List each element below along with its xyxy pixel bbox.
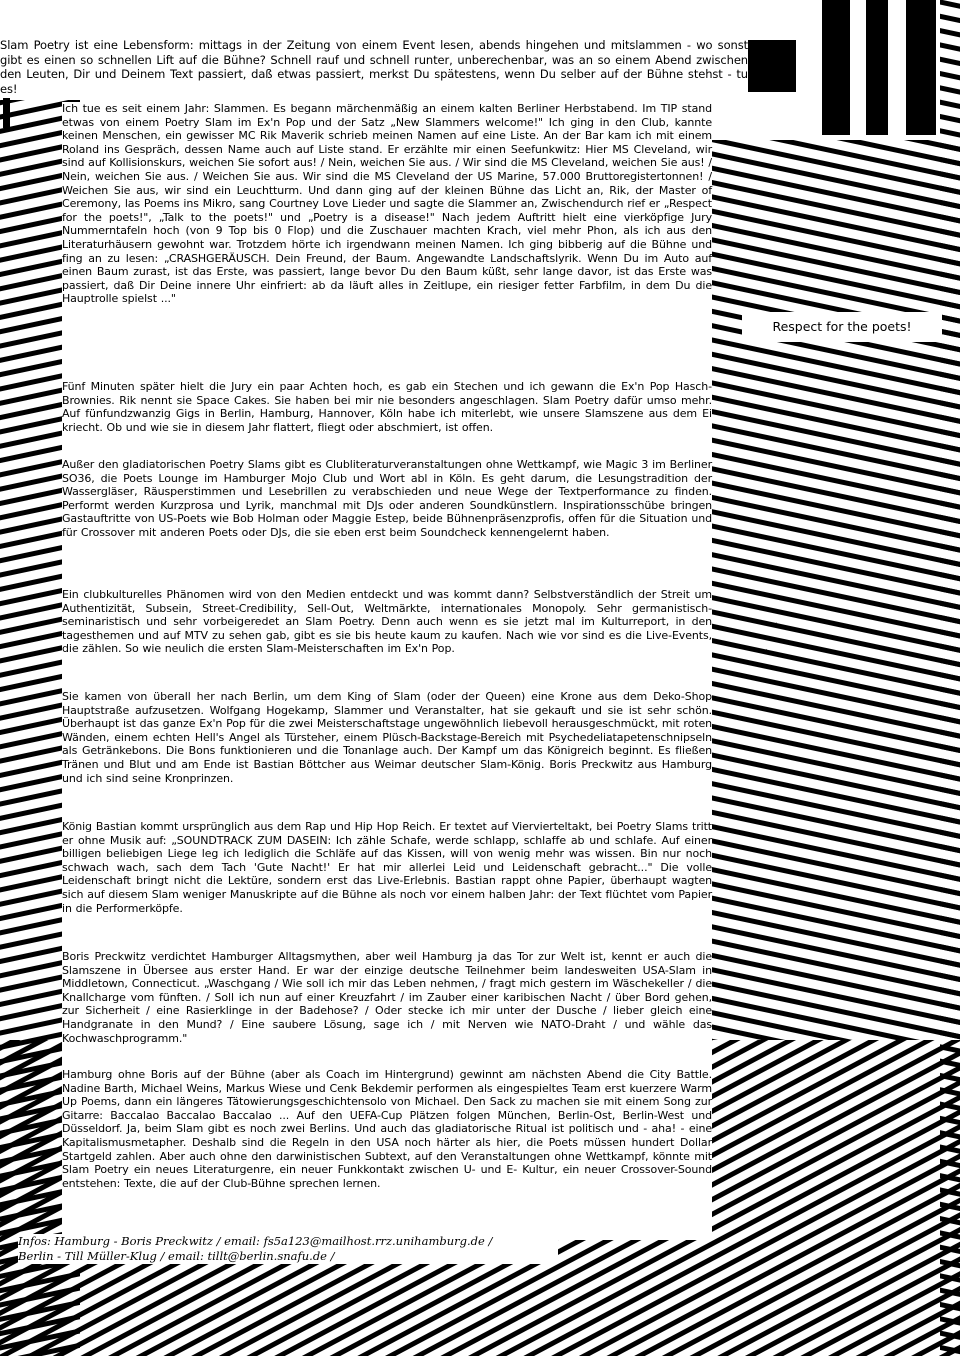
black-bar-3 <box>866 0 888 135</box>
paragraph-3: Außer den gladiatorischen Poetry Slams gibt es Clubliteraturveranstaltungen ohne Wettkampf, wie Magic 3 im Berliner SO36, die Poets Lounge im Hamburger Mojo Club und Wort abl in Köln. Es geht darum, die Lesungstradition der Wassergläser, Räusperstimmen und Lesebrillen zu verabschieden und neue Wege der Textperformance zu finden. Performt werden Kurzprosa und Lyrik, manchmal mit DJs oder anderen Soundkünstlern. Inspirationsschübe bringen Gastauftritte von US-Poets wie Bob Holman oder Maggie Estep, beide Bühnenpräsenzprofis, offen für die Situation und für Crossover mit anderen Poets oder DJs, die sie eben erst beim Soundcheck kennengelernt haben. <box>62 458 712 539</box>
paragraph-6: König Bastian kommt ursprünglich aus dem Rap und Hip Hop Reich. Er textet auf Viervierteltakt, bei Poetry Slams tritt er ohne Musik auf: „SOUNDTRACK ZUM DASEIN: Ich zähle Schafe, werde schlapp, schlaffe ab und schlafe. Auf einer billigen beliebigen Liege leg ich lediglich die Schläfe auf das Kissen, will von wenig mehr was wissen. Bin nur noch schwach wach, sach dem Tach 'Gute Nacht!' Er hat mir allerlei Leid und Leidenschaft gebracht..." Die volle Leidenschaft bringt nicht die Lektüre, sondern erst das Live-Erlebnis. Bastian rappt ohne Papier, überhaupt wagten sich auf diesem Slam weniger Manuskripte auf die Bühne als noch vor einem halben Jahr: der Text flüchtet vom Papier in die Performerköpfe. <box>62 820 712 915</box>
contact-infos <box>18 1234 558 1264</box>
paragraph-5: Sie kamen von überall her nach Berlin, um dem King of Slam (oder der Queen) eine Krone aus dem Deko-Shop Hauptstraße aufzusetzen. Wolfgang Hogekamp, Slammer und Veranstalter, hat sie gekauft und sie ist sehr schön. Überhaupt ist das ganze Ex'n Pop für die zwei Meisterschaftstage ungewöhnlich liebevoll herausgeschmückt, mit roten Wänden, einem echten Hell's Angel als Türsteher, einem Plüsch-Backstage-Bereich mit Psychedeliatapetenschnipseln als Getränkebons. Die Bons funktionieren und die Tonanlage auch. Der Kampf um das Königreich beginnt. Es fließen Tränen und Blut und am Ende ist Bastian Böttcher aus Weimar deutscher Slam-König. Boris Preckwitz aus Hamburg und ich sind seine Kronprinzen. <box>62 690 712 785</box>
black-bar-2 <box>822 0 850 135</box>
article-header <box>0 38 748 98</box>
paragraph-7: Boris Preckwitz verdichtet Hamburger Alltagsmythen, aber weil Hamburg ja das Tor zur Welt ist, kennt er auch die Slamszene in Übersee aus erster Hand. Er war der einzige deutsche Teilnehmer beim landesweiten USA-Slam in Middletown, Connecticut. „Waschgang / Wie soll ich mir das Leben nehmen, / fragt mich gestern im Wäschekeller / die Knallcharge vom fünften. / Soll ich nun auf einer Kreuzfahrt / im Zauber einer karibischen Nacht / über Bord gehen, zur Sicherheit / eine Rasierklinge in der Badehose? / Oder stecke ich mir unter der Dusche / lieber gleich eine Handgranate in den Mund? / Eine saubere Lösung, sage ich / mit Nerven wie NATO-Draht / und wähle das Kochwaschprogramm." <box>62 950 712 1045</box>
paragraph-8: Hamburg ohne Boris auf der Bühne (aber als Coach im Hintergrund) gewinnt am nächsten Abend die City Battle. Nadine Barth, Michael Weins, Markus Wiese und Cenk Bekdemir performen als eingespieltes Team erst kuerzere Warm Up Poems, dann ein längeres Tätowierungsgeschichtensolo von Michael. Den Sack zu machen sie mit einem Song zur Gitarre: Baccalao Baccalao Baccalao ... Auf den UEFA-Cup Plätzen folgen München, Berlin-Ost, Berlin-West und Düsseldorf. Ja, beim Slam gibt es noch zwei Berlins. Und auch das gladiatorische Ritual ist politisch und - aha! - eine Kapitalismusmetapher. Deshalb sind die Regeln in den USA noch härter als hier, die Poets müssen hundert Dollar Startgeld zahlen. Aber auch ohne den darwinistischen Subtext, auf den Veranstaltungen ohne Wettkampf, könnte mit Slam Poetry ein neues Literaturgenre, ein neuer Funkkontakt zwischen U- und E- Kultur, ein neuer Crossover-Sound entstehen: Texte, die auf der Club-Bühne sprechen lernen. <box>62 1068 712 1190</box>
infos-line-berlin: Berlin - Till Müller-Klug / email: tillt@berlin.snafu.de / <box>18 1249 335 1263</box>
black-bar-1 <box>748 40 796 92</box>
side-quote: Respect for the poets! <box>742 312 942 342</box>
paragraph-4: Ein clubkulturelles Phänomen wird von den Medien entdeckt und was kommt dann? Selbstverständlich der Streit um Authentizität, Subsein, Street-Credibility, Sell-Out, Weltmärkte, internationales Monopoly. Sehr germanistisch-seminaristisch und sehr vorbeigeredet an Slam Poetry. Denn auch wenn es sie jetzt mal im Kulturreport, in den tagesthemen und auf MTV zu sehen gab, gibt es sie bis heute kaum zu kaufen. Nach wie vor sind es die Live-Events, die zählen. So wie neulich die ersten Slam-Meisterschaften im Ex'n Pop. <box>62 588 712 656</box>
paragraph-2: Fünf Minuten später hielt die Jury ein paar Achten hoch, es gab ein Stechen und ich gewann die Ex'n Pop Hasch-Brownies. Rik nennt sie Space Cakes. Sie haben bei mir nie besonders angeschlagen. Slam Poetry dafür umso mehr. Auf fünfundzwanzig Gigs in Berlin, Hamburg, Hannover, Köln habe ich miterlebt, wie unsere Slamszene aus dem Ei kriecht. Ob und wie sie in diesem Jahr flattert, fliegt oder abschmiert, ist offen. <box>62 380 712 434</box>
left-black-marker <box>3 98 10 128</box>
paragraph-1: Ich tue es seit einem Jahr: Slammen. Es begann märchenmäßig an einem kalten Berliner Herbstabend. Im TIP stand etwas von einem Poetry Slam im Ex'n Pop und der Satz „New Slammers welcome!" Ich ging in den Club, kannte keinen Menschen, ein gewisser MC Rik Maverik schrieb meinen Namen auf eine Liste. An der Bar kam ich mit einem Roland ins Gespräch, dessen Name auch auf Liste stand. Er erzählte mir einen Seefunkwitz: Hier MS Cleveland, wir sind auf Kollisionskurs, weichen Sie sofort aus! / Nein, weichen Sie aus. / Wir sind die MS Cleveland, weichen Sie aus! / Nein, weichen Sie aus. / Weichen Sie aus. Wir sind die MS Cleveland der US Marine, 57.000 Bruttoregistertonnen! / Weichen Sie aus, wir sind ein Leuchtturm. Und dann ging auf der kleinen Bühne das Licht an, Rik, der Master of Ceremony, las Poems ins Mikro, sang Courtney Love Lieder und sagte die Slammer an, Zwischendurch rief er „Respect for the poets!", „Talk to the poets!" und „Poetry is a disease!" Nach jedem Auftritt hielt eine vierköpfige Jury Nummerntafeln hoch (von 9 Top bis 0 Flop) und die Zuschauer machten Krach, viel mehr Phon, als ich aus den Literaturhäusern gewohnt war. Trotzdem hörte ich irgendwann meinen Namen. Ich ging bibberig auf die Bühne und fing an zu lesen: „CRASHGERÄUSCH. Dein Freund, der Baum. Angewandte Landschaftslyrik. Wenn Du im Auto auf einen Baum zurast, ist das Erste, was passiert, lange bevor Du den Baum küßt, sehr lange davor, ist das Erste was passiert, daß Dir Deine innere Uhr einfriert: ab da läuft alles in Zeitlupe, ein riesiger fetter Farbfilm, in dem Du die Hauptrolle spielst ..." <box>62 102 712 306</box>
header-paragraph: Slam Poetry ist eine Lebensform: mittags in der Zeitung von einem Event lesen, abends hingehen und mitslammen - wo sonst gibt es einen so schnellen Lift auf die Bühne? Schnell rauf und schnell runter, unberechenbar, was an so einem Abend zwischen den Leuten, Dir und Deinem Text passiert, daß etwas passiert, merkst Du spätestens, wenn Du selber auf der Bühne stehst - tu es! <box>0 38 748 96</box>
article-body <box>62 102 712 1240</box>
black-bar-4 <box>906 0 936 135</box>
infos-line-hamburg: Infos: Hamburg - Boris Preckwitz / email: fs5a123@mailhost.rrz.unihamburg.de / <box>18 1234 493 1248</box>
